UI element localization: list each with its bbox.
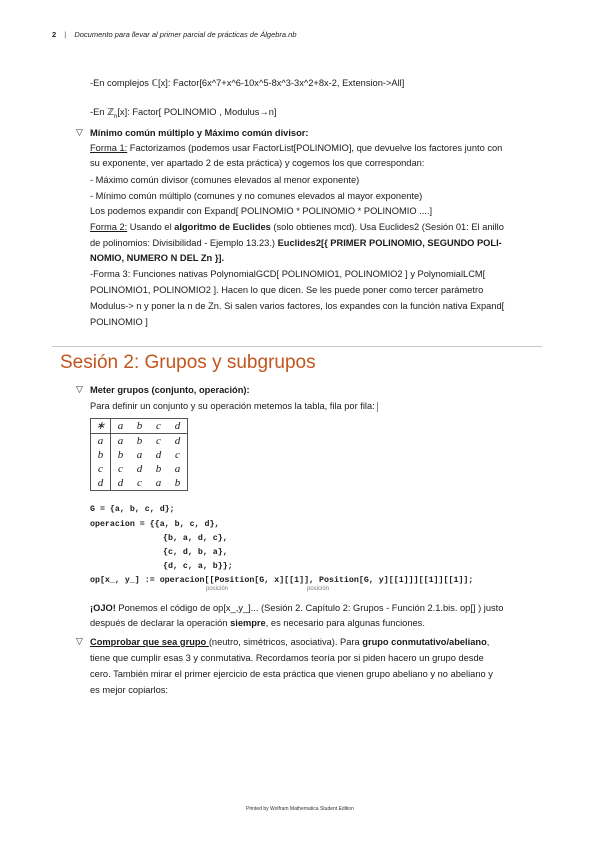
table-cell: c	[149, 419, 168, 434]
table-cell: b	[174, 477, 181, 489]
position-hint: posición	[206, 586, 229, 592]
groups-intro-text: Para definir un conjunto y su operación metemos la tabla, fila por fila:	[90, 401, 375, 411]
table-cell: c	[91, 462, 111, 476]
table-cell: d	[174, 435, 181, 447]
check-after: ,	[486, 637, 490, 647]
mcm-line-4: - Mínimo común múltiplo (comunes y no comunes elevados al mayor exponente)	[90, 191, 423, 201]
check-line-4: es mejor copiarlos:	[90, 685, 169, 695]
zn-rest: [x]: Factor[ POLINOMIO , Modulus→n]	[117, 107, 277, 117]
mcm-line-2: su exponente, ver apartado 2 de esta práctica) y cogemos los que correspondan:	[90, 158, 425, 168]
groups-intro	[90, 400, 378, 412]
mcm-line-10: POLINOMIO1, POLINOMIO2 ]. Hacen lo que dicen. Se les puede poner como tercer parámetro	[90, 285, 484, 295]
table-row	[91, 462, 188, 476]
ojo-l2-a: después de declarar la operación	[90, 618, 231, 628]
mcm-line-1	[90, 142, 502, 154]
table-cell: ∗	[91, 419, 111, 434]
table-cell: d	[91, 476, 111, 491]
ojo-line-1	[90, 602, 503, 614]
code-line-1[interactable]: G = {a, b, c, d};	[90, 505, 175, 514]
mcm-line-8: NOMIO, NUMERO N DEL Zn }].	[90, 253, 225, 263]
position-hint: posición	[307, 586, 330, 592]
check-line-1	[90, 636, 489, 648]
mcm-line-12: POLINOMIO ]	[90, 317, 148, 327]
table-cell: c	[137, 477, 142, 489]
ojo-text: Ponemos el código de op[x_,y_]... (Sesión 2. Capítulo 2: Grupos - Función 2.1.bis. op[] ) justo	[115, 603, 504, 613]
l7-a: de polinomios: Divisibilidad - Ejemplo 13.23.)	[90, 238, 278, 248]
document-title: Documento para llevar al primer parcial de prácticas de Álgebra.nb	[74, 30, 297, 39]
operation-table	[90, 418, 188, 491]
complex-rest: [x]: Factor[6x^7+x^6-10x^5-8x^3-3x^2+8x-2, Extension->All]	[158, 78, 405, 88]
code-line-3[interactable]: {b, a, d, c},	[163, 534, 228, 543]
check-title: Comprobar que sea grupo	[90, 637, 209, 647]
mcm-line-11: Modulus-> n y poner la n de Zn. Si salen varios factores, los expandes con la función nativa Expand[	[90, 301, 505, 311]
ojo-line-2	[90, 617, 425, 629]
table-cell: a	[111, 419, 131, 434]
table-cell: a	[174, 463, 181, 475]
table-row	[91, 476, 188, 491]
mcm-line-9: -Forma 3: Funciones nativas PolynomialGCD[ POLINOMIO1, POLINOMIO2 ] y PolynomialLCM[	[90, 269, 486, 279]
table-cell: d	[117, 477, 124, 489]
code-line-5[interactable]: {d, c, a, b}};	[163, 562, 233, 571]
mcm-section-title: Mínimo común múltiplo y Máximo común divisor:	[90, 128, 309, 138]
ojo-l2-b: , es necesario para algunas funciones.	[265, 618, 425, 628]
table-cell: a	[117, 435, 124, 447]
l7-bold: Euclides2[{ PRIMER POLINOMIO, SEGUNDO POLI-	[277, 238, 502, 248]
forma2-b: (solo obtienes mcd). Usa Euclides2 (Sesión 01: El anillo	[270, 222, 504, 232]
check-title-rest: (neutro, simétricos, asociativa). Para	[208, 637, 363, 647]
table-cell: b	[155, 463, 162, 475]
page-header	[52, 30, 297, 39]
table-cell: b	[136, 435, 143, 447]
table-row	[91, 419, 188, 434]
table-cell: b	[117, 449, 124, 461]
check-bold: grupo conmutativo/abeliano	[362, 637, 487, 647]
zn-symbol: ℤ	[107, 107, 114, 118]
complex-factor-line[interactable]	[90, 77, 404, 90]
table-cell: a	[91, 434, 111, 449]
table-cell: a	[136, 449, 143, 461]
table-cell: a	[155, 477, 162, 489]
collapse-triangle-icon[interactable]: ▽	[76, 636, 83, 646]
check-line-3: cero. También mirar el primer ejercicio de esta práctica que vienen grupo abeliano y no abeliano y	[90, 669, 493, 679]
code-line-2[interactable]: operacion = {{a, b, c, d},	[90, 520, 220, 529]
print-footer: Printed by Wolfram Mathematica Student Edition	[246, 806, 354, 812]
table-row	[91, 434, 188, 449]
table-cell: c	[118, 463, 123, 475]
table-cell: d	[136, 463, 143, 475]
section-2-title: Sesión 2: Grupos y subgrupos	[60, 352, 316, 373]
mcm-line-6	[90, 221, 504, 233]
zn-factor-line[interactable]	[90, 106, 276, 123]
groups-title: Meter grupos (conjunto, operación):	[90, 385, 250, 395]
forma2-a: Usando el	[127, 222, 175, 232]
table-row	[91, 448, 188, 462]
page-number: 2	[52, 30, 57, 39]
header-separator: |	[64, 30, 67, 39]
forma1-text: Factorizamos (podemos usar FactorList[POLINOMIO], que devuelve los factores junto con	[127, 143, 503, 153]
forma2-label: Forma 2:	[90, 222, 128, 232]
collapse-triangle-icon[interactable]: ▽	[76, 127, 83, 137]
table-cell: c	[175, 449, 180, 461]
check-line-2: tiene que cumplir esas 3 y conmutativa. Recordamos teoría por si piden hacero un grupo desde	[90, 653, 484, 663]
table-cell: c	[156, 435, 161, 447]
mcm-line-7	[90, 237, 502, 249]
table-cell: d	[155, 449, 162, 461]
forma2-bold: algoritmo de Euclides	[174, 222, 271, 232]
zn-subscript: n	[114, 113, 118, 120]
table-cell: b	[130, 419, 149, 434]
table-cell: d	[168, 419, 188, 434]
code-line-6[interactable]: op[x_, y_] := operacion[[Position[G, x][[1]], Position[G, y][[1]]][[1]][[1]];	[90, 576, 474, 585]
mcm-line-5: Los podemos expandir con Expand[ POLINOMIO * POLINOMIO * POLINOMIO ....]	[90, 206, 433, 216]
mcm-line-3: - Máximo común divisor (comunes elevados al menor exponente)	[90, 175, 360, 185]
complex-prefix: -En complejos	[90, 78, 152, 88]
ojo-l2-bold: siempre	[230, 618, 266, 628]
forma1-label: Forma 1:	[90, 143, 128, 153]
zn-prefix: -En	[90, 107, 108, 117]
text-cursor	[377, 402, 378, 412]
table-cell: b	[91, 448, 111, 462]
code-line-4[interactable]: {c, d, b, a},	[163, 548, 228, 557]
section-divider	[52, 346, 542, 347]
collapse-triangle-icon[interactable]: ▽	[76, 384, 83, 394]
complex-symbol: ℂ	[151, 78, 158, 89]
ojo-bold: ¡OJO!	[90, 603, 116, 613]
